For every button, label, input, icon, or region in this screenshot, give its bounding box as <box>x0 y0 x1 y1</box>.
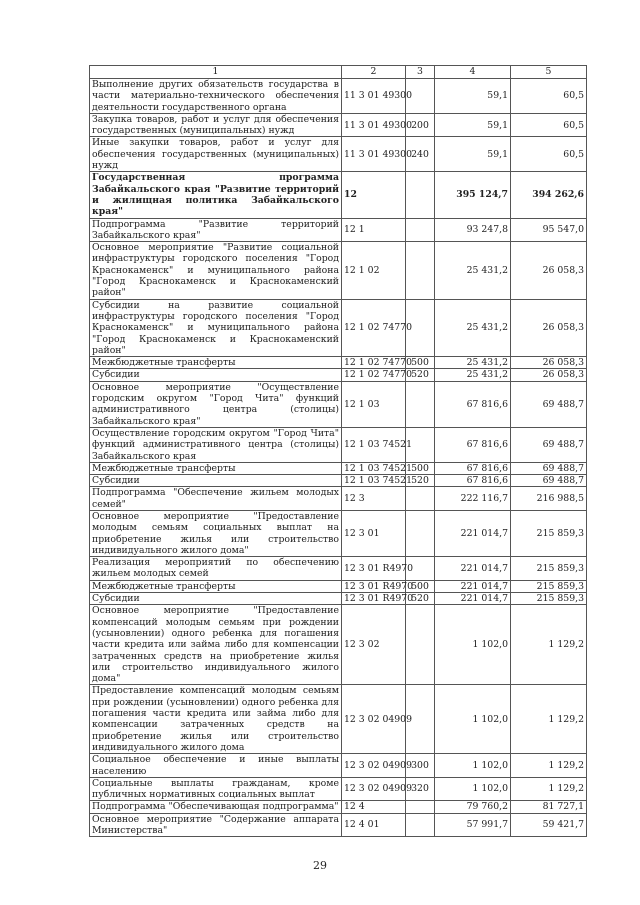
row-name-cell: Основное мероприятие "Предоставление компенсаций молодым семьям при рождении (усыновлении) одного ребенка для погашения части кредита или займа либо для компенсации затраченных средств на приобретение жилья или строительство индивидуального жилого дома" <box>90 605 342 685</box>
row-expense-type-cell: 240 <box>406 137 435 172</box>
row-expense-type-cell: 520 <box>406 475 435 487</box>
column-header: 5 <box>511 66 587 79</box>
table-header-row <box>90 66 587 79</box>
row-name-cell: Иные закупки товаров, работ и услуг для обеспечения государственных (муниципальных) нужд <box>90 137 342 172</box>
row-code-cell: 12 1 03 74521 <box>342 462 406 474</box>
table-row <box>90 381 587 427</box>
row-value-year2-cell: 69 488,7 <box>511 427 587 462</box>
table-row <box>90 510 587 556</box>
row-name-cell: Субсидии <box>90 593 342 605</box>
row-code-cell: 12 <box>342 172 406 218</box>
row-expense-type-cell <box>406 242 435 299</box>
row-value-year1-cell: 67 816,6 <box>435 381 511 427</box>
row-expense-type-cell: 300 <box>406 754 435 778</box>
row-expense-type-cell <box>406 605 435 685</box>
column-header: 1 <box>90 66 342 79</box>
row-name-cell: Межбюджетные трансферты <box>90 462 342 474</box>
row-value-year1-cell: 221 014,7 <box>435 580 511 592</box>
row-expense-type-cell: 500 <box>406 462 435 474</box>
row-expense-type-cell: 320 <box>406 777 435 801</box>
table-row <box>90 299 587 356</box>
budget-table <box>89 65 587 837</box>
row-value-year1-cell: 59,1 <box>435 79 511 114</box>
table-row <box>90 172 587 218</box>
row-value-year1-cell: 67 816,6 <box>435 462 511 474</box>
table-row <box>90 242 587 299</box>
row-value-year2-cell: 215 859,3 <box>511 580 587 592</box>
row-value-year2-cell: 215 859,3 <box>511 557 587 581</box>
table-row <box>90 777 587 801</box>
table-row <box>90 801 587 813</box>
row-name-cell: Осуществление городским округом "Город Чита" функций административного центра (столицы) Забайкальского края <box>90 427 342 462</box>
row-code-cell: 12 4 <box>342 801 406 813</box>
row-value-year1-cell: 67 816,6 <box>435 475 511 487</box>
row-name-cell: Основное мероприятие "Осуществление городским округом "Город Чита" функций административного центра (столицы) Забайкальского края" <box>90 381 342 427</box>
row-name-cell: Государственная программа Забайкальского края "Развитие территорий и жилищная политика Забайкальского края" <box>90 172 342 218</box>
row-value-year2-cell: 69 488,7 <box>511 475 587 487</box>
row-name-cell: Закупка товаров, работ и услуг для обеспечения государственных (муниципальных) нужд <box>90 113 342 137</box>
row-code-cell: 12 1 02 <box>342 242 406 299</box>
table-row <box>90 605 587 685</box>
table-body <box>90 79 587 837</box>
table-row <box>90 475 587 487</box>
row-code-cell: 12 3 01 R4970 <box>342 557 406 581</box>
row-code-cell: 12 1 03 <box>342 381 406 427</box>
row-value-year2-cell: 60,5 <box>511 113 587 137</box>
row-value-year1-cell: 221 014,7 <box>435 510 511 556</box>
row-name-cell: Субсидии на развитие социальной инфраструктуры городского поселения "Город Краснокаменск" и муниципального района "Город Краснокаменск и Краснокаменский район" <box>90 299 342 356</box>
row-value-year1-cell: 79 760,2 <box>435 801 511 813</box>
row-value-year2-cell: 26 058,3 <box>511 369 587 381</box>
row-value-year1-cell: 395 124,7 <box>435 172 511 218</box>
row-code-cell: 12 3 01 R4970 <box>342 580 406 592</box>
row-name-cell: Межбюджетные трансферты <box>90 357 342 369</box>
row-value-year2-cell: 69 488,7 <box>511 381 587 427</box>
row-expense-type-cell <box>406 172 435 218</box>
row-expense-type-cell: 500 <box>406 580 435 592</box>
row-name-cell: Выполнение других обязательств государства в части материально-технического обеспечения деятельности государственного органа <box>90 79 342 114</box>
row-name-cell: Социальные выплаты гражданам, кроме публичных нормативных социальных выплат <box>90 777 342 801</box>
row-value-year2-cell: 1 129,2 <box>511 754 587 778</box>
table-row <box>90 79 587 114</box>
row-code-cell: 12 3 02 04909 <box>342 777 406 801</box>
row-value-year1-cell: 1 102,0 <box>435 685 511 754</box>
table-row <box>90 369 587 381</box>
table-row <box>90 754 587 778</box>
table-row <box>90 357 587 369</box>
row-name-cell: Подпрограмма "Обеспечение жильем молодых семей" <box>90 487 342 511</box>
row-value-year2-cell: 216 988,5 <box>511 487 587 511</box>
row-code-cell: 12 1 02 74770 <box>342 369 406 381</box>
table-row <box>90 557 587 581</box>
table-row <box>90 462 587 474</box>
table-row <box>90 487 587 511</box>
row-code-cell: 12 4 01 <box>342 813 406 837</box>
row-value-year1-cell: 1 102,0 <box>435 754 511 778</box>
row-value-year1-cell: 25 431,2 <box>435 299 511 356</box>
row-name-cell: Реализация мероприятий по обеспечению жильем молодых семей <box>90 557 342 581</box>
row-expense-type-cell: 520 <box>406 593 435 605</box>
row-name-cell: Социальное обеспечение и иные выплаты населению <box>90 754 342 778</box>
row-code-cell: 12 3 01 <box>342 510 406 556</box>
row-value-year2-cell: 95 547,0 <box>511 218 587 242</box>
row-value-year2-cell: 215 859,3 <box>511 510 587 556</box>
row-value-year2-cell: 1 129,2 <box>511 685 587 754</box>
row-code-cell: 11 3 01 49300 <box>342 79 406 114</box>
row-code-cell: 12 3 01 R4970 <box>342 593 406 605</box>
row-value-year1-cell: 59,1 <box>435 137 511 172</box>
row-value-year2-cell: 1 129,2 <box>511 605 587 685</box>
row-value-year1-cell: 25 431,2 <box>435 369 511 381</box>
table-row <box>90 427 587 462</box>
row-value-year2-cell: 1 129,2 <box>511 777 587 801</box>
row-value-year1-cell: 57 991,7 <box>435 813 511 837</box>
row-value-year1-cell: 1 102,0 <box>435 777 511 801</box>
row-value-year2-cell: 69 488,7 <box>511 462 587 474</box>
row-value-year1-cell: 25 431,2 <box>435 357 511 369</box>
table-row <box>90 218 587 242</box>
row-name-cell: Основное мероприятие "Предоставление молодым семьям социальных выплат на приобретение жилья или строительство индивидуального жилого дома" <box>90 510 342 556</box>
row-code-cell: 12 1 03 74521 <box>342 427 406 462</box>
row-name-cell: Основное мероприятие "Развитие социальной инфраструктуры городского поселения "Город Краснокаменск" и муниципального района "Город Краснокаменск и Краснокаменский район" <box>90 242 342 299</box>
table-row <box>90 580 587 592</box>
table-row <box>90 593 587 605</box>
row-code-cell: 12 1 02 74770 <box>342 299 406 356</box>
row-value-year2-cell: 60,5 <box>511 79 587 114</box>
row-expense-type-cell <box>406 510 435 556</box>
table-row <box>90 137 587 172</box>
column-header: 2 <box>342 66 406 79</box>
row-value-year2-cell: 215 859,3 <box>511 593 587 605</box>
row-value-year1-cell: 67 816,6 <box>435 427 511 462</box>
row-value-year1-cell: 59,1 <box>435 113 511 137</box>
row-value-year1-cell: 25 431,2 <box>435 242 511 299</box>
row-code-cell: 12 3 02 04909 <box>342 685 406 754</box>
row-value-year1-cell: 221 014,7 <box>435 593 511 605</box>
page-number: 29 <box>313 859 327 872</box>
row-code-cell: 12 1 03 74521 <box>342 475 406 487</box>
row-expense-type-cell <box>406 487 435 511</box>
row-value-year2-cell: 60,5 <box>511 137 587 172</box>
column-header: 4 <box>435 66 511 79</box>
row-name-cell: Субсидии <box>90 475 342 487</box>
row-name-cell: Основное мероприятие "Содержание аппарата Министерства" <box>90 813 342 837</box>
row-code-cell: 12 3 02 <box>342 605 406 685</box>
row-expense-type-cell: 500 <box>406 357 435 369</box>
row-expense-type-cell <box>406 813 435 837</box>
row-value-year1-cell: 222 116,7 <box>435 487 511 511</box>
row-code-cell: 11 3 01 49300 <box>342 113 406 137</box>
row-name-cell: Подпрограмма "Развитие территорий Забайкальского края" <box>90 218 342 242</box>
row-expense-type-cell <box>406 801 435 813</box>
row-name-cell: Субсидии <box>90 369 342 381</box>
row-expense-type-cell <box>406 381 435 427</box>
row-name-cell: Межбюджетные трансферты <box>90 580 342 592</box>
row-value-year1-cell: 1 102,0 <box>435 605 511 685</box>
row-value-year2-cell: 26 058,3 <box>511 357 587 369</box>
row-code-cell: 12 3 02 04909 <box>342 754 406 778</box>
row-expense-type-cell: 200 <box>406 113 435 137</box>
row-value-year2-cell: 394 262,6 <box>511 172 587 218</box>
row-value-year1-cell: 93 247,8 <box>435 218 511 242</box>
row-code-cell: 12 1 02 74770 <box>342 357 406 369</box>
row-value-year2-cell: 81 727,1 <box>511 801 587 813</box>
row-value-year1-cell: 221 014,7 <box>435 557 511 581</box>
row-value-year2-cell: 26 058,3 <box>511 299 587 356</box>
table-row <box>90 113 587 137</box>
table-row <box>90 813 587 837</box>
row-code-cell: 12 3 <box>342 487 406 511</box>
table-row <box>90 685 587 754</box>
row-expense-type-cell: 520 <box>406 369 435 381</box>
column-header: 3 <box>406 66 435 79</box>
row-code-cell: 12 1 <box>342 218 406 242</box>
row-name-cell: Подпрограмма "Обеспечивающая подпрограмма" <box>90 801 342 813</box>
row-code-cell: 11 3 01 49300 <box>342 137 406 172</box>
row-value-year2-cell: 26 058,3 <box>511 242 587 299</box>
row-expense-type-cell <box>406 218 435 242</box>
row-value-year2-cell: 59 421,7 <box>511 813 587 837</box>
row-name-cell: Предоставление компенсаций молодым семьям при рождении (усыновлении) одного ребенка для погашения части кредита или займа либо для компенсации затраченных средств на приобретение жилья или строительство индивидуального жилого дома <box>90 685 342 754</box>
